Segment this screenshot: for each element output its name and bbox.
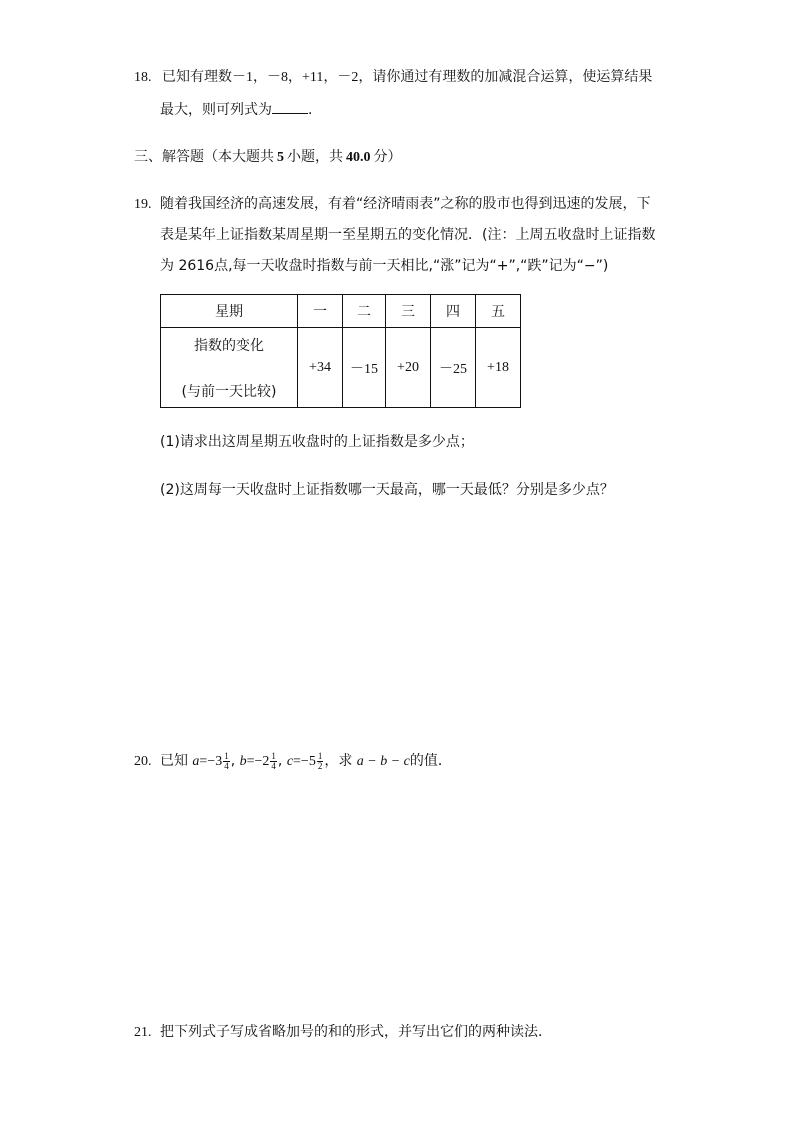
q19-line1 (134, 193, 650, 213)
q19-sub1: (1)请求出这周星期五收盘时的上证指数是多少点； (160, 434, 474, 450)
q20-a-val: =−3 (199, 754, 223, 769)
q19-line3: 为 2616点,每一天收盘时指数与前一天相比,“涨”记为“+”,“跌”记为“−”) (160, 258, 609, 274)
q18-num-1: －1 (231, 70, 253, 85)
q20-end: 的值． (409, 753, 452, 769)
q18-answer-blank (272, 99, 308, 114)
q20-c-fraction (317, 752, 324, 771)
q21-number: 21. (134, 1025, 152, 1040)
q20-a-numerator: 1 (224, 750, 229, 761)
table-change-3: +20 (386, 328, 431, 408)
q19-number: 19. (134, 197, 152, 212)
q20-ask: ，求 (324, 753, 353, 769)
table-change-2: －15 (343, 328, 386, 408)
table-day-2: 二 (343, 295, 386, 328)
row-label-top: 指数的变化 (194, 337, 264, 354)
table-change-1: +34 (298, 328, 343, 408)
index-change-table (160, 294, 521, 408)
q20-expression: a − b − c (356, 754, 410, 769)
section3-count: 5 (277, 150, 284, 165)
q20-b-var: b (239, 754, 247, 769)
q20-a-fraction (223, 752, 230, 771)
q18-line2-end: . (308, 102, 313, 118)
q18-num-4: －2 (337, 70, 359, 85)
section3-mid: 小题，共 (287, 149, 343, 165)
section3-title-text: 三、解答题（本大题共 (134, 149, 274, 165)
table-change-row (161, 328, 521, 408)
q20-b-denominator: 4 (271, 760, 276, 771)
section3-title (134, 146, 402, 166)
q21-line (134, 1021, 552, 1041)
q18-line2-text: 最大，则可列式为 (160, 102, 272, 118)
table-change-4: －25 (431, 328, 476, 408)
section3-end: 分） (373, 149, 402, 165)
q20-prefix: 已知 (159, 753, 188, 769)
q20-c-denominator: 2 (317, 760, 323, 771)
q18-line2 (160, 99, 312, 119)
q18-text-suffix: ，请你通过有理数的加减混合运算，使运算结果 (358, 69, 653, 85)
q20-b-fraction (270, 752, 277, 771)
q21-text: 把下列式子写成省略加号的和的形式，并写出它们的两种读法． (159, 1024, 552, 1040)
q18-line1: 18. 已知有理数－1，－8，+11，－2，请你通过有理数的加减混合运算，使运算结果 (134, 69, 653, 85)
table-day-3: 三 (386, 295, 431, 328)
q18-text-prefix: 已知有理数 (161, 69, 232, 85)
q18-num-3: +11 (301, 70, 324, 85)
section3-score: 40.0 (346, 150, 371, 165)
table-day-5: 五 (476, 295, 521, 328)
q20-a-denominator: 4 (224, 760, 229, 771)
q18-number: 18. (134, 70, 152, 85)
q20-line: 20. 已知 a=−3 $\frac{1}{4}$ , b=−2 $\frac{1}{4}$ , c=−5 $\frac{1}{2}$ ，求 a − b − c的值． (134, 750, 452, 771)
table-header-label: 星期 (161, 295, 298, 328)
table-day-1: 一 (298, 295, 343, 328)
q19-line2: 表是某年上证指数某周星期一至星期五的变化情况．(注：上周五收盘时上证指数 (160, 227, 656, 243)
row-label-bottom: (与前一天比较) (181, 383, 277, 400)
table-change-5: +18 (476, 328, 521, 408)
q20-c-val: =−5 (293, 754, 316, 769)
table-header-row (161, 295, 521, 328)
table-day-4: 四 (431, 295, 476, 328)
q20-c-numerator: 1 (317, 750, 323, 761)
q18-num-2: －8 (266, 70, 288, 85)
table-row-label (161, 328, 298, 408)
q20-c-var: c (286, 754, 294, 769)
q20-a-var: a (192, 754, 200, 769)
q20-b-val: =−2 (246, 754, 270, 769)
q19-sub2: (2)这周每一天收盘时上证指数哪一天最高，哪一天最低？分别是多少点？ (160, 482, 614, 498)
q20-b-numerator: 1 (271, 750, 276, 761)
q19-line1-text: 随着我国经济的高速发展，有着“经济晴雨表”之称的股市也得到迅速的发展，下 (159, 196, 651, 212)
q20-number: 20. (134, 754, 152, 769)
